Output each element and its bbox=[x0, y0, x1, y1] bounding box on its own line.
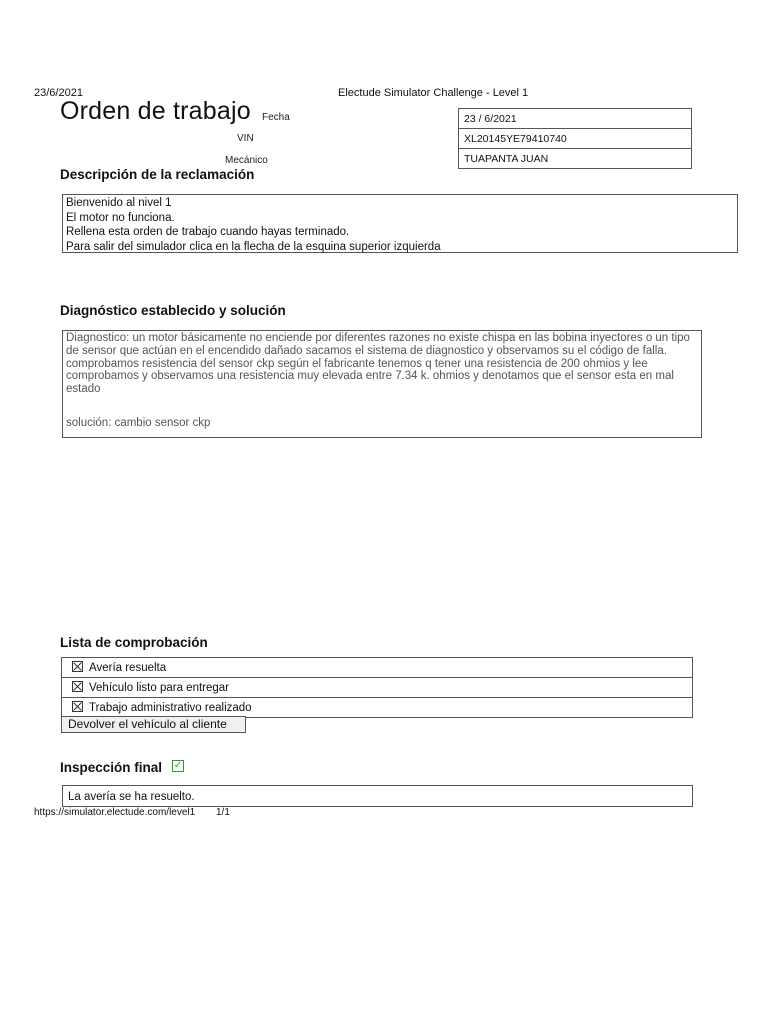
checklist-item[interactable] bbox=[62, 678, 693, 698]
mecanico-label: Mecánico bbox=[225, 155, 268, 166]
checklist-table bbox=[61, 657, 693, 718]
return-vehicle-button[interactable]: Devolver el vehículo al cliente bbox=[61, 716, 246, 733]
checklist-heading: Lista de comprobación bbox=[60, 635, 208, 650]
inspeccion-heading: Inspección final bbox=[60, 760, 163, 775]
diagnosis-text: Diagnostico: un motor básicamente no enciende por diferentes razones no existe chispa en las bobina inyectores o un tipo de sensor que actúan en el encendido dañado sacamos el sistema de diagnostico y observamos su el código de falla. comprobamos resistencia del sensor ckp según el fabricante tenemos q tener una resistencia de 200 ohmios y lee comprobamos y observamos una resistencia muy elevada entre 7.34 k. ohmios y denotamos que el sensor esta en mal estado bbox=[66, 332, 690, 396]
descripcion-heading: Descripción de la reclamación bbox=[60, 167, 255, 182]
page-title: Orden de trabajo bbox=[60, 97, 251, 125]
description-line: Para salir del simulador clica en la flecha de la esquina superior izquierda bbox=[66, 240, 441, 253]
vin-label: VIN bbox=[237, 133, 254, 144]
description-line: El motor no funciona. bbox=[66, 211, 175, 224]
solution-text: solución: cambio sensor ckp bbox=[66, 416, 211, 429]
final-inspection-result: La avería se ha resuelto. bbox=[62, 785, 693, 807]
header-date: 23/6/2021 bbox=[34, 87, 83, 99]
fecha-label: Fecha bbox=[262, 112, 290, 123]
footer-page-number: 1/1 bbox=[216, 807, 230, 818]
checked-box-icon[interactable] bbox=[72, 701, 83, 712]
checked-box-icon[interactable] bbox=[72, 661, 83, 672]
checklist-item-label: Avería resuelta bbox=[89, 662, 167, 674]
complaint-description-box bbox=[62, 194, 738, 253]
footer-url: https://simulator.electude.com/level1 bbox=[34, 807, 196, 818]
checklist-item-label: Trabajo administrativo realizado bbox=[89, 702, 252, 714]
green-check-icon: ✓ bbox=[173, 760, 183, 771]
diagnosis-textarea[interactable] bbox=[62, 330, 702, 438]
diagnostico-heading: Diagnóstico establecido y solución bbox=[60, 303, 286, 318]
checklist-item-label: Vehículo listo para entregar bbox=[89, 682, 230, 694]
checked-box-icon[interactable] bbox=[72, 681, 83, 692]
checklist-item[interactable] bbox=[62, 698, 693, 718]
vin-field[interactable]: XL20145YE79410740 bbox=[459, 129, 692, 149]
checklist-item[interactable] bbox=[62, 658, 693, 678]
description-line: Rellena esta orden de trabajo cuando hayas terminado. bbox=[66, 226, 350, 238]
fecha-field[interactable]: 23 / 6/2021 bbox=[459, 109, 692, 129]
header-title: Electude Simulator Challenge - Level 1 bbox=[338, 87, 529, 99]
work-order-info-table bbox=[458, 108, 692, 169]
mecanico-field[interactable]: TUAPANTA JUAN bbox=[459, 149, 692, 169]
description-line: Bienvenido al nivel 1 bbox=[66, 197, 172, 209]
